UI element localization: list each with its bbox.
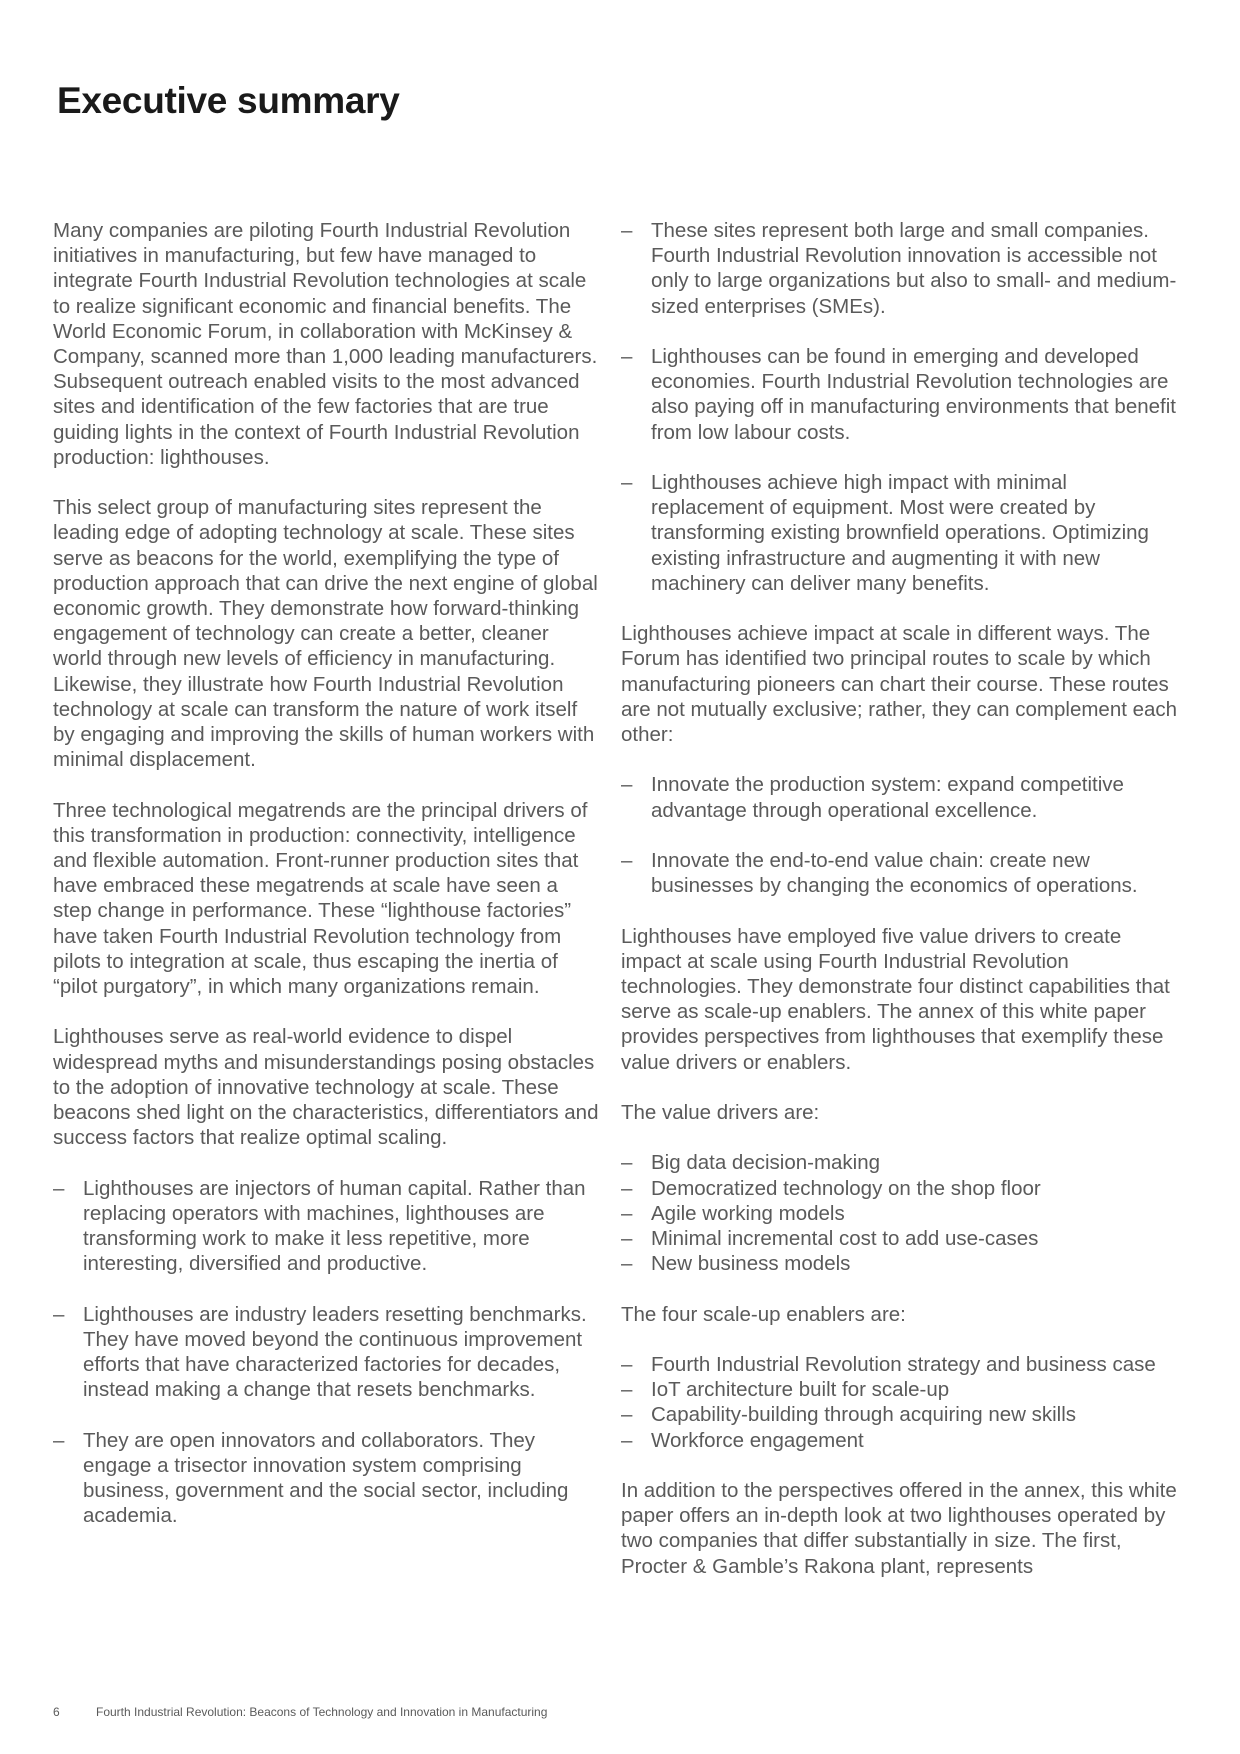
- list-item: – Agile working models: [621, 1201, 1181, 1226]
- list-item: – Lighthouses can be found in emerging and developed economies. Fourth Industrial Revolution technologies are also paying off in manufacturing environments that benefit from low labour costs.: [621, 344, 1181, 445]
- list-item: – Lighthouses are injectors of human capital. Rather than replacing operators with machines, lighthouses are transforming work to make it less repetitive, more interesting, diversified and productive.: [53, 1176, 601, 1277]
- paragraph: Lighthouses have employed five value drivers to create impact at scale using Fourth Industrial Revolution technologies. They demonstrate four distinct capabilities that serve as scale-up enablers. The annex of this white paper provides perspectives from lighthouses that exemplify these value drivers or enablers.: [621, 924, 1170, 1074]
- list-item: – Democratized technology on the shop floor: [621, 1176, 1181, 1201]
- list-item: – Lighthouses are industry leaders resetting benchmarks. They have moved beyond the continuous improvement efforts that have characterized factories for decades, instead making a change that resets benchmarks.: [53, 1302, 601, 1403]
- list-item: – Capability-building through acquiring new skills: [621, 1402, 1181, 1427]
- paragraph: In addition to the perspectives offered in the annex, this white paper offers an in-depth look at two lighthouses operated by two companies that differ substantially in size. The first, Procter & Gamble’s Rakona plant, represents: [621, 1478, 1177, 1578]
- list-item: – New business models: [621, 1251, 1181, 1276]
- paragraph: The four scale-up enablers are:: [621, 1302, 906, 1326]
- scale-up-enablers-list: [621, 1352, 1181, 1453]
- footer-title: Fourth Industrial Revolution: Beacons of Technology and Innovation in Manufacturing: [96, 1705, 548, 1719]
- paragraph: This select group of manufacturing sites represent the leading edge of adopting technology at scale. These sites serve as beacons for the world, exemplifying the type of production approach that can drive the next engine of global economic growth. They demonstrate how forward-thinking engagement of technology can create a better, cleaner world through new levels of efficiency in manufacturing. Likewise, they illustrate how Fourth Industrial Revolution technology at scale can transform the nature of work itself by engaging and improving the skills of human workers with minimal displacement.: [53, 496, 598, 772]
- bullet-list: [621, 772, 1181, 898]
- bullet-list: [621, 218, 1181, 596]
- list-item: – Innovate the end-to-end value chain: create new businesses by changing the economics of operations.: [621, 848, 1181, 898]
- paragraph: Lighthouses achieve impact at scale in different ways. The Forum has identified two principal routes to scale by which manufacturing pioneers can chart their course. These routes are not mutually exclusive; rather, they can complement each other:: [621, 622, 1178, 747]
- list-item: – Big data decision-making: [621, 1150, 1181, 1175]
- list-item: – IoT architecture built for scale-up: [621, 1377, 1181, 1402]
- right-column: [621, 218, 1181, 1604]
- list-item: – Fourth Industrial Revolution strategy and business case: [621, 1352, 1181, 1377]
- list-item: – Innovate the production system: expand competitive advantage through operational excellence.: [621, 772, 1181, 822]
- bullet-list: [53, 1176, 601, 1529]
- value-drivers-list: [621, 1150, 1181, 1276]
- list-item: – They are open innovators and collaborators. They engage a trisector innovation system comprising business, government and the social sector, including academia.: [53, 1428, 601, 1529]
- list-item: – Minimal incremental cost to add use-cases: [621, 1226, 1181, 1251]
- page-footer: [53, 1705, 547, 1719]
- page-title: Executive summary: [57, 80, 400, 121]
- paragraph: Three technological megatrends are the principal drivers of this transformation in production: connectivity, intelligence and flexible automation. Front-runner production sites that have embraced these megatrends at scale have seen a step change in performance. These “lighthouse factories” have taken Fourth Industrial Revolution technology from pilots to integration at scale, thus escaping the inertia of “pilot purgatory”, in which many organizations remain.: [53, 798, 588, 999]
- list-item: – Lighthouses achieve high impact with minimal replacement of equipment. Most were created by transforming existing brownfield operations. Optimizing existing infrastructure and augmenting it with new machinery can deliver many benefits.: [621, 470, 1181, 596]
- paragraph: The value drivers are:: [621, 1101, 820, 1124]
- paragraph: Lighthouses serve as real-world evidence to dispel widespread myths and misunderstandings posing obstacles to the adoption of innovative technology at scale. These beacons shed light on the characteristics, differentiators and success factors that realize optimal scaling.: [53, 1025, 599, 1150]
- paragraph: Many companies are piloting Fourth Industrial Revolution initiatives in manufacturing, but few have managed to integrate Fourth Industrial Revolution technologies at scale to realize significant economic and financial benefits. The World Economic Forum, in collaboration with McKinsey & Company, scanned more than 1,000 leading manufacturers. Subsequent outreach enabled visits to the most advanced sites and identification of the few factories that are true guiding lights in the context of Fourth Industrial Revolution production: lighthouses.: [53, 219, 598, 469]
- list-item: – Workforce engagement: [621, 1428, 1181, 1453]
- left-column: [53, 218, 601, 1554]
- page-number: 6: [53, 1705, 60, 1719]
- list-item: – These sites represent both large and small companies. Fourth Industrial Revolution innovation is accessible not only to large organizations but also to small- and medium-sized enterprises (SMEs).: [621, 218, 1181, 319]
